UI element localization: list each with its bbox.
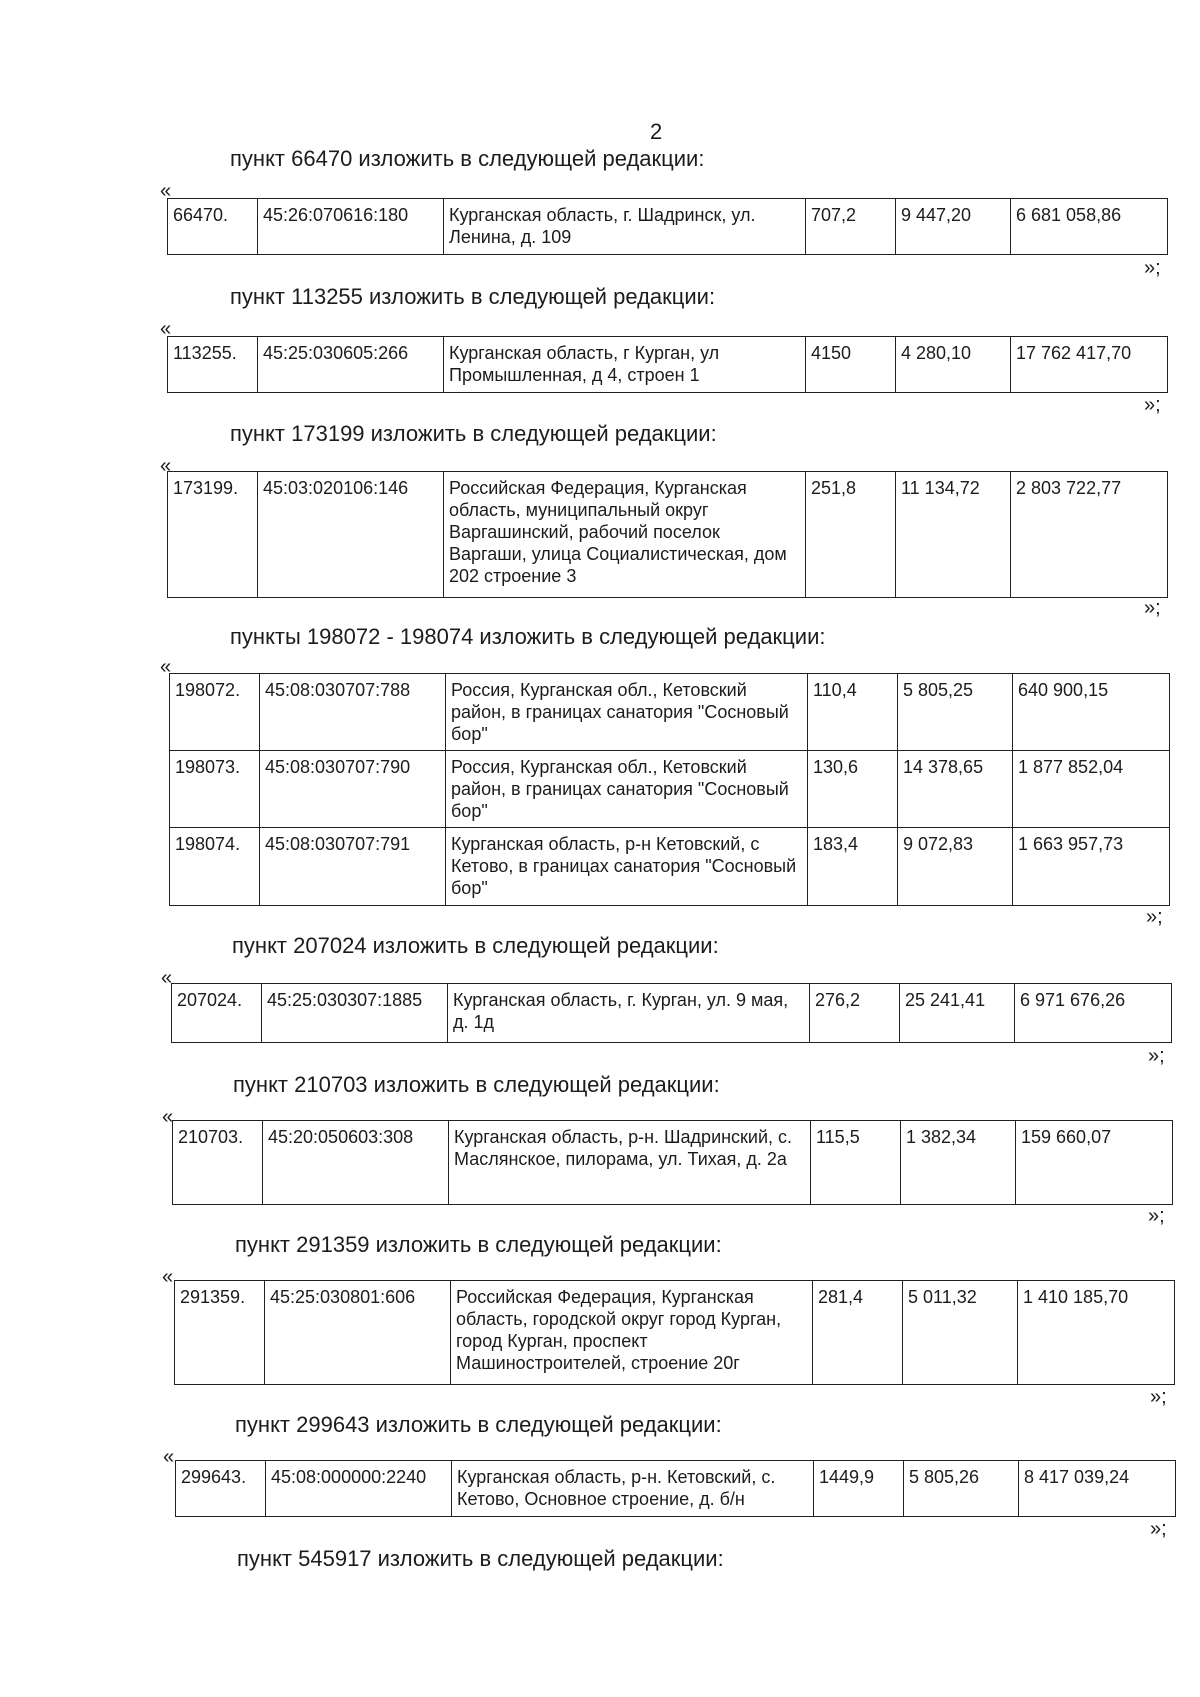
rate-cell: 5 805,25 xyxy=(898,674,1013,751)
value-cell: 1 410 185,70 xyxy=(1018,1281,1175,1385)
closing-quote: »; xyxy=(1150,1386,1167,1408)
value-cell: 1 877 852,04 xyxy=(1013,751,1170,828)
address-cell: Россия, Курганская обл., Кетовский район, в границах санатория "Сосновый бор" xyxy=(446,674,808,751)
closing-quote: »; xyxy=(1144,257,1161,279)
closing-quote: »; xyxy=(1148,1045,1165,1067)
table-row xyxy=(175,1281,1175,1385)
opening-quote: « xyxy=(160,455,172,477)
cadastral-number-cell: 45:20:050603:308 xyxy=(263,1121,449,1205)
amendment-table xyxy=(172,1120,1173,1205)
item-number-cell: 66470. xyxy=(168,199,258,255)
value-cell: 640 900,15 xyxy=(1013,674,1170,751)
closing-quote: »; xyxy=(1150,1518,1167,1540)
amendment-table xyxy=(174,1280,1175,1385)
area-cell: 251,8 xyxy=(806,472,896,598)
item-number-cell: 113255. xyxy=(168,337,258,393)
address-cell: Россия, Курганская обл., Кетовский район, в границах санатория "Сосновый бор" xyxy=(446,751,808,828)
table-row xyxy=(173,1121,1173,1205)
opening-quote: « xyxy=(160,180,172,202)
area-cell: 183,4 xyxy=(808,828,898,906)
address-cell: Курганская область, г. Шадринск, ул. Ленина, д. 109 xyxy=(444,199,806,255)
value-cell: 8 417 039,24 xyxy=(1019,1461,1176,1517)
cadastral-number-cell: 45:25:030307:1885 xyxy=(262,984,448,1043)
area-cell: 707,2 xyxy=(806,199,896,255)
closing-quote: »; xyxy=(1144,394,1161,416)
opening-quote: « xyxy=(162,1106,174,1128)
table-row xyxy=(170,674,1170,751)
amendment-instruction: пункт 207024 изложить в следующей редакции: xyxy=(232,933,719,958)
amendment-table xyxy=(175,1460,1176,1517)
rate-cell: 5 011,32 xyxy=(903,1281,1018,1385)
table-row xyxy=(176,1461,1176,1517)
value-cell: 159 660,07 xyxy=(1016,1121,1173,1205)
amendment-table xyxy=(167,471,1168,598)
value-cell: 2 803 722,77 xyxy=(1011,472,1168,598)
amendment-table xyxy=(171,983,1172,1043)
area-cell: 115,5 xyxy=(811,1121,901,1205)
opening-quote: « xyxy=(162,1266,174,1288)
address-cell: Курганская область, р-н Кетовский, с Кетово, в границах санатория "Сосновый бор" xyxy=(446,828,808,906)
amendment-instruction: пункт 173199 изложить в следующей редакции: xyxy=(230,421,717,446)
item-number-cell: 198073. xyxy=(170,751,260,828)
area-cell: 1449,9 xyxy=(814,1461,904,1517)
item-number-cell: 210703. xyxy=(173,1121,263,1205)
rate-cell: 9 447,20 xyxy=(896,199,1011,255)
amendment-instruction: пункт 299643 изложить в следующей редакции: xyxy=(235,1412,722,1437)
cadastral-number-cell: 45:26:070616:180 xyxy=(258,199,444,255)
address-cell: Российская Федерация, Курганская область, муниципальный округ Варгашинский, рабочий поселок Варгаши, улица Социалистическая, дом 202 строение 3 xyxy=(444,472,806,598)
opening-quote: « xyxy=(160,318,172,340)
table-row xyxy=(168,472,1168,598)
amendment-instruction: пункт 66470 изложить в следующей редакции: xyxy=(230,146,705,171)
item-number-cell: 198074. xyxy=(170,828,260,906)
item-number-cell: 207024. xyxy=(172,984,262,1043)
rate-cell: 5 805,26 xyxy=(904,1461,1019,1517)
table-row xyxy=(170,828,1170,906)
rate-cell: 1 382,34 xyxy=(901,1121,1016,1205)
opening-quote: « xyxy=(161,967,173,989)
address-cell: Курганская область, г Курган, ул Промышленная, д 4, строен 1 xyxy=(444,337,806,393)
cadastral-number-cell: 45:08:000000:2240 xyxy=(266,1461,452,1517)
value-cell: 1 663 957,73 xyxy=(1013,828,1170,906)
opening-quote: « xyxy=(163,1446,175,1468)
address-cell: Российская Федерация, Курганская область, городской округ город Курган, город Курган, проспект Машиностроителей, строение 20г xyxy=(451,1281,813,1385)
rate-cell: 9 072,83 xyxy=(898,828,1013,906)
address-cell: Курганская область, р-н. Кетовский, с. Кетово, Основное строение, д. б/н xyxy=(452,1461,814,1517)
amendment-table xyxy=(169,673,1170,906)
table-row xyxy=(172,984,1172,1043)
table-row xyxy=(170,751,1170,828)
cadastral-number-cell: 45:03:020106:146 xyxy=(258,472,444,598)
value-cell: 17 762 417,70 xyxy=(1011,337,1168,393)
amendment-table xyxy=(167,198,1168,255)
opening-quote: « xyxy=(160,656,172,678)
amendment-instruction: пункт 210703 изложить в следующей редакции: xyxy=(233,1072,720,1097)
item-number-cell: 291359. xyxy=(175,1281,265,1385)
address-cell: Курганская область, р-н. Шадринский, с. Маслянское, пилорама, ул. Тихая, д. 2а xyxy=(449,1121,811,1205)
item-number-cell: 299643. xyxy=(176,1461,266,1517)
area-cell: 4150 xyxy=(806,337,896,393)
cadastral-number-cell: 45:08:030707:790 xyxy=(260,751,446,828)
table-row xyxy=(168,199,1168,255)
item-number-cell: 198072. xyxy=(170,674,260,751)
area-cell: 276,2 xyxy=(810,984,900,1043)
rate-cell: 25 241,41 xyxy=(900,984,1015,1043)
value-cell: 6 681 058,86 xyxy=(1011,199,1168,255)
cadastral-number-cell: 45:25:030801:606 xyxy=(265,1281,451,1385)
rate-cell: 14 378,65 xyxy=(898,751,1013,828)
item-number-cell: 173199. xyxy=(168,472,258,598)
rate-cell: 11 134,72 xyxy=(896,472,1011,598)
area-cell: 281,4 xyxy=(813,1281,903,1385)
page-number: 2 xyxy=(650,119,663,144)
area-cell: 110,4 xyxy=(808,674,898,751)
amendment-instruction: пункт 291359 изложить в следующей редакции: xyxy=(235,1232,722,1257)
cadastral-number-cell: 45:25:030605:266 xyxy=(258,337,444,393)
closing-quote: »; xyxy=(1146,906,1163,928)
amendment-instruction: пункты 198072 - 198074 изложить в следующей редакции: xyxy=(230,624,826,649)
area-cell: 130,6 xyxy=(808,751,898,828)
cadastral-number-cell: 45:08:030707:791 xyxy=(260,828,446,906)
table-row xyxy=(168,337,1168,393)
cadastral-number-cell: 45:08:030707:788 xyxy=(260,674,446,751)
amendment-instruction: пункт 113255 изложить в следующей редакции: xyxy=(230,284,716,309)
closing-quote: »; xyxy=(1144,597,1161,619)
closing-quote: »; xyxy=(1148,1205,1165,1227)
amendment-instruction: пункт 545917 изложить в следующей редакции: xyxy=(237,1546,724,1571)
rate-cell: 4 280,10 xyxy=(896,337,1011,393)
value-cell: 6 971 676,26 xyxy=(1015,984,1172,1043)
address-cell: Курганская область, г. Курган, ул. 9 мая, д. 1д xyxy=(448,984,810,1043)
amendment-table xyxy=(167,336,1168,393)
